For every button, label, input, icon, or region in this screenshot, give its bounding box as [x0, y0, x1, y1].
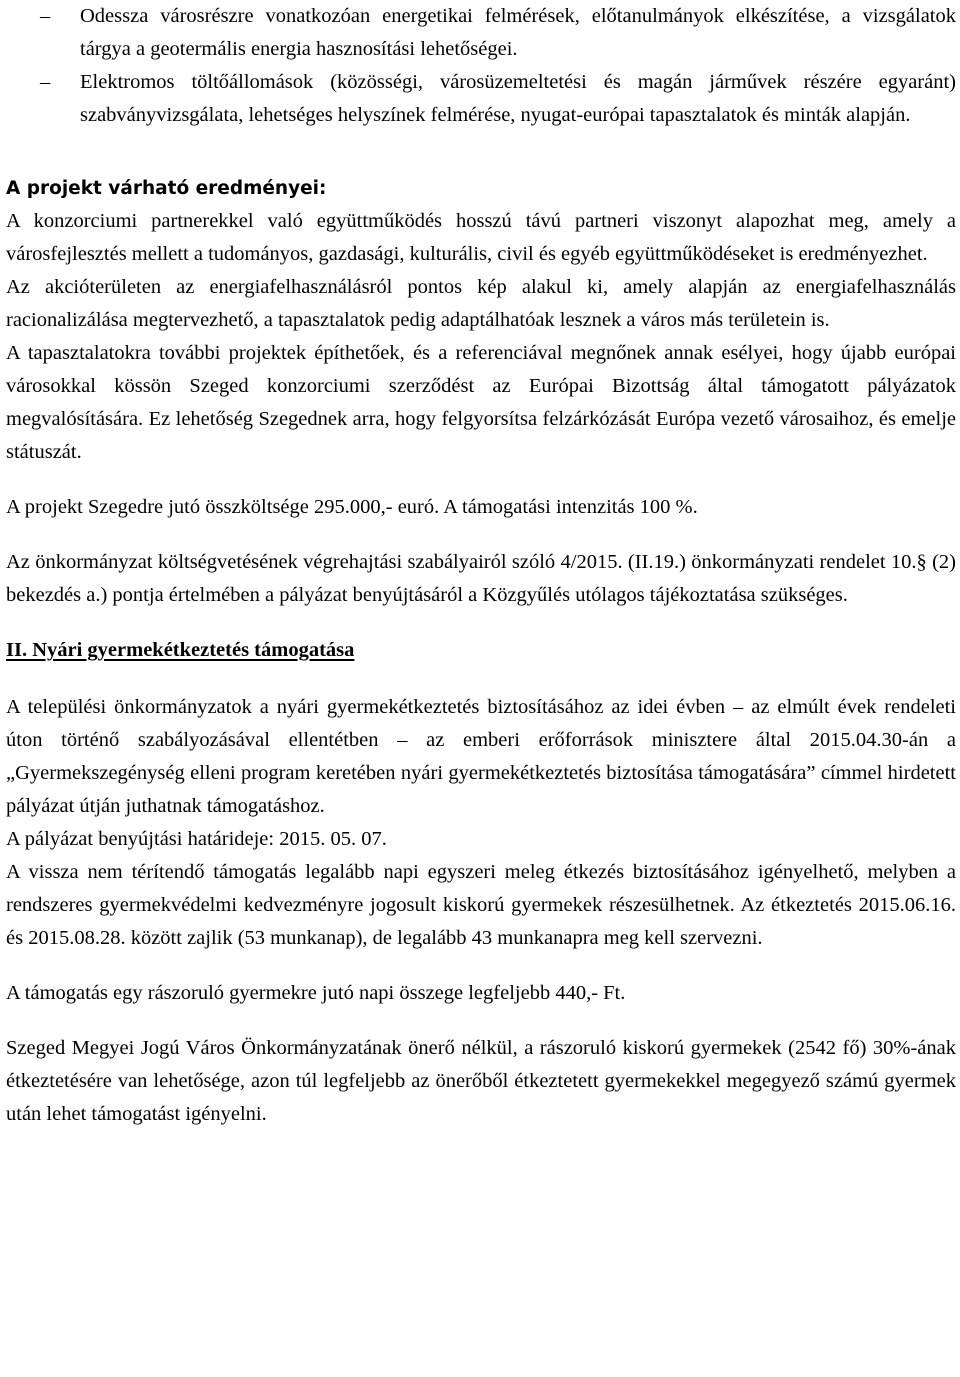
bullet-text: Elektromos töltőállomások (közösségi, városüzemeltetési és magán járművek részére egyaránt) szabványvizsgálata, lehetséges helyszínek felmérése, nyugat-európai tapasztalatok és minták alapján.	[80, 71, 956, 126]
results-paragraph-partnership: A konzorciumi partnerekkel való együttműködés hosszú távú partneri viszonyt alapozhat meg, amely a városfejlesztés mellett a tudományos, gazdasági, kulturális, civil és egyéb együttműködéseket is eredményezhet.	[6, 210, 956, 265]
submission-deadline: A pályázat benyújtási határideje: 2015. 05. 07.	[6, 828, 387, 850]
bullet-dash: –	[40, 71, 51, 93]
bullet-item-charging-stations	[6, 66, 956, 132]
bullet-list	[6, 0, 956, 132]
daily-amount-line: A támogatás egy rászoruló gyermekre jutó napi összege legfeljebb 440,- Ft.	[6, 982, 626, 1004]
bullet-text: Odessza városrészre vonatkozóan energetikai felmérések, előtanulmányok elkészítése, a vizsgálatok tárgya a geotermális energia hasznosítási lehetőségei.	[80, 5, 956, 60]
section-heading-summer-meals: II. Nyári gyermekétkeztetés támogatása	[6, 639, 355, 661]
project-cost-line: A projekt Szegedre jutó összköltsége 295.000,- euró. A támogatási intenzitás 100 %.	[6, 496, 698, 518]
results-paragraph-projects: A tapasztalatokra további projektek építhetőek, és a referenciával megnőnek annak esélyei, hogy újabb európai városokkal kössön Szeged konzorciumi szerződést az Európai Bizottság által támogatott pályázatok megvalósítására. Ez lehetőség Szegednek arra, hogy felgyorsítsa felzárkózását Európa vezető városaihoz, és emelje státuszát.	[6, 342, 956, 463]
bullet-item-geothermal	[6, 0, 956, 66]
summer-meals-intro: A települési önkormányzatok a nyári gyermekétkeztetés biztosításához az idei évben – az elmúlt évek rendeleti úton történő szabályozásával ellentétben – az emberi erőforrások minisztere által 2015.04.30-án a „Gyermekszegénység elleni program keretében nyári gyermekétkeztetés biztosítása támogatására” címmel hirdetett pályázat útján juthatnak támogatáshoz.	[6, 696, 956, 817]
grant-conditions: A vissza nem térítendő támogatás legalább napi egyszeri meleg étkezés biztosításához igényelhető, melyben a rendszeres gyermekvédelmi kedvezményre jogosult kiskorú gyermekek részesülhetnek. Az étkeztetés 2015.06.16. és 2015.08.28. között zajlik (53 munkanap), de legalább 43 munkanapra meg kell szervezni.	[6, 861, 956, 949]
bullet-dash: –	[40, 5, 51, 27]
closing-paragraph: Szeged Megyei Jogú Város Önkormányzatának önerő nélkül, a rászoruló kiskorú gyermekek (2542 fő) 30%-ának étkeztetésére van lehetősége, azon túl legfeljebb az önerőből étkeztetett gyermekekkel megegyező számú gyermek után lehet támogatást igényelni.	[6, 1037, 956, 1125]
results-heading: A projekt várható eredményei:	[6, 178, 327, 199]
regulation-paragraph: Az önkormányzat költségvetésének végrehajtási szabályairól szóló 4/2015. (II.19.) önkormányzati rendelet 10.§ (2) bekezdés a.) pontja értelmében a pályázat benyújtásáról a Közgyűlés utólagos tájékoztatása szükséges.	[6, 551, 956, 606]
results-paragraph-energy: Az akcióterületen az energiafelhasználásról pontos kép alakul ki, amely alapján az energiafelhasználás racionalizálása megtervezhető, a tapasztalatok pedig adaptálhatóak lesznek a város más területein is.	[6, 276, 956, 331]
